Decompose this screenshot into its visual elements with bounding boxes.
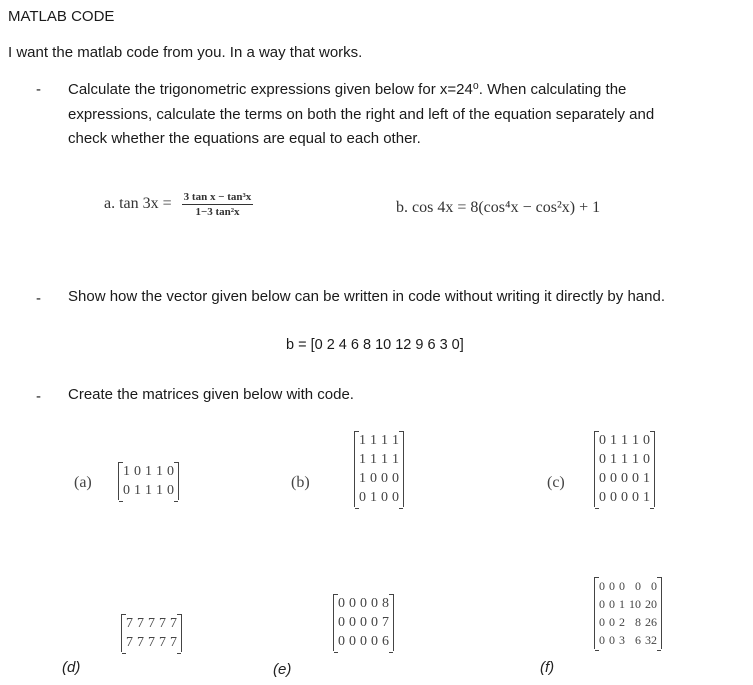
matrix-cell: 0 [338, 596, 345, 611]
matrix-d [121, 614, 182, 652]
matrix-cell: 0 [599, 452, 606, 467]
matrix-cell: 7 [137, 635, 144, 650]
matrix-cell: 1 [359, 433, 366, 448]
matrix-row [357, 469, 401, 488]
matrix-e [333, 594, 394, 651]
matrix-cell: 1 [643, 471, 650, 486]
matrix-cell: 0 [599, 471, 606, 486]
matrix-cell: 0 [349, 634, 356, 649]
matrix-cell: 1 [359, 471, 366, 486]
task-1-line-1: Calculate the trigonometric expressions given below for x=24⁰. When calculating the [68, 81, 627, 98]
matrix-cell: 0 [381, 490, 388, 505]
matrix-cell: 7 [137, 616, 144, 631]
matrix-cell: 0 [635, 579, 641, 593]
task-1-line-3: check whether the equations are equal to each other. [68, 130, 421, 147]
matrix-cell: 1 [156, 483, 163, 498]
matrix-cell: 1 [156, 464, 163, 479]
matrix-cell: 0 [599, 597, 605, 611]
task-1-line-2: expressions, calculate the terms on both the right and left of the equation separately and [68, 105, 655, 123]
matrix-cell: 0 [643, 452, 650, 467]
matrix-cell: 7 [126, 616, 133, 631]
matrix-row [597, 450, 652, 469]
matrix-cell: 7 [126, 635, 133, 650]
matrix-cell: 0 [371, 634, 378, 649]
matrix-cell: 0 [599, 433, 606, 448]
matrix-row [336, 632, 391, 651]
matrix-row [357, 450, 401, 469]
matrix-row [336, 594, 391, 613]
matrix-f-label: (f) [540, 659, 555, 676]
matrix-cell: 0 [349, 596, 356, 611]
matrix-cell: 1 [381, 433, 388, 448]
matrix-cell: 10 [629, 597, 641, 611]
matrix-row [597, 595, 659, 613]
matrix-cell: 8 [382, 596, 389, 611]
task-1-text [68, 78, 654, 152]
matrix-cell: 7 [159, 616, 166, 631]
matrix-cell: 1 [392, 452, 399, 467]
matrix-cell: 0 [371, 615, 378, 630]
matrix-cell: 0 [167, 483, 174, 498]
matrix-cell: 3 [619, 633, 625, 647]
matrix-cell: 1 [123, 464, 130, 479]
matrix-cell: 7 [170, 635, 177, 650]
matrix-cell: 0 [167, 464, 174, 479]
matrix-cell: 20 [645, 597, 657, 611]
equation-b: b. cos 4x = 8(cos⁴x − cos²x) + 1 [396, 199, 601, 216]
matrix-f [594, 577, 662, 649]
matrix-cell: 32 [645, 633, 657, 647]
matrix-cell: 7 [159, 635, 166, 650]
matrix-cell: 1 [621, 433, 628, 448]
matrix-cell: 1 [632, 433, 639, 448]
matrix-cell: 1 [370, 452, 377, 467]
matrix-cell: 1 [610, 452, 617, 467]
equation-a [104, 191, 253, 218]
matrix-cell: 0 [643, 433, 650, 448]
matrix-cell: 1 [619, 597, 625, 611]
matrix-row [597, 577, 659, 595]
matrix-cell: 0 [609, 597, 615, 611]
matrix-row [357, 488, 401, 507]
matrix-cell: 0 [599, 615, 605, 629]
matrix-cell: 0 [609, 579, 615, 593]
matrix-cell: 0 [381, 471, 388, 486]
matrix-cell: 0 [359, 490, 366, 505]
matrix-d-label: (d) [62, 659, 81, 676]
matrix-a [118, 462, 179, 500]
matrix-cell: 6 [382, 634, 389, 649]
matrix-cell: 0 [599, 579, 605, 593]
matrix-cell: 0 [360, 634, 367, 649]
matrix-cell: 0 [371, 596, 378, 611]
matrix-cell: 0 [123, 483, 130, 498]
matrix-row [336, 613, 391, 632]
matrix-row [124, 633, 179, 652]
matrix-cell: 0 [349, 615, 356, 630]
matrix-cell: 1 [381, 452, 388, 467]
matrix-b-label: (b) [291, 474, 310, 491]
matrix-cell: 0 [599, 633, 605, 647]
matrix-row [121, 462, 176, 481]
equation-a-denominator: 1−3 tan²x [195, 206, 240, 218]
matrix-cell: 1 [370, 490, 377, 505]
matrix-row [597, 613, 659, 631]
equation-a-lhs: a. tan 3x = [104, 195, 172, 213]
matrix-row [121, 481, 176, 500]
matrix-cell: 0 [651, 579, 657, 593]
matrix-c-label: (c) [547, 474, 565, 491]
matrix-cell: 0 [392, 471, 399, 486]
matrix-cell: 7 [148, 616, 155, 631]
matrix-cell: 0 [619, 579, 625, 593]
matrix-cell: 1 [145, 483, 152, 498]
matrix-cell: 1 [621, 452, 628, 467]
matrix-row [597, 488, 652, 507]
matrix-row [597, 431, 652, 450]
matrix-b [354, 431, 404, 507]
matrix-cell: 6 [635, 633, 641, 647]
intro-text: I want the matlab code from you. In a way that works. [8, 44, 363, 61]
matrix-cell: 0 [621, 471, 628, 486]
matrix-cell: 1 [134, 483, 141, 498]
matrix-cell: 0 [609, 615, 615, 629]
equation-a-numerator: 3 tan x − tan³x [183, 191, 252, 203]
bullet-dash: - [36, 290, 41, 307]
matrix-cell: 0 [610, 490, 617, 505]
bullet-dash: - [36, 388, 41, 405]
matrix-cell: 1 [632, 452, 639, 467]
matrix-cell: 0 [392, 490, 399, 505]
matrix-row [597, 469, 652, 488]
matrix-cell: 8 [635, 615, 641, 629]
matrix-cell: 0 [338, 634, 345, 649]
matrix-cell: 0 [610, 471, 617, 486]
matrix-cell: 0 [599, 490, 606, 505]
matrix-cell: 1 [392, 433, 399, 448]
matrix-cell: 1 [359, 452, 366, 467]
matrix-cell: 7 [148, 635, 155, 650]
matrix-cell: 0 [370, 471, 377, 486]
matrix-cell: 2 [619, 615, 625, 629]
matrix-cell: 1 [370, 433, 377, 448]
matrix-row [597, 631, 659, 649]
matrix-cell: 0 [632, 490, 639, 505]
equation-a-fraction [182, 191, 254, 218]
matrix-a-label: (a) [74, 474, 92, 491]
page-title: MATLAB CODE [8, 8, 115, 25]
matrix-row [357, 431, 401, 450]
vector-b: b = [0 2 4 6 8 10 12 9 6 3 0] [286, 337, 464, 353]
matrix-cell: 0 [621, 490, 628, 505]
matrix-cell: 26 [645, 615, 657, 629]
matrix-cell: 7 [170, 616, 177, 631]
matrix-cell: 1 [145, 464, 152, 479]
matrix-cell: 0 [360, 596, 367, 611]
matrix-cell: 0 [134, 464, 141, 479]
matrix-c [594, 431, 655, 507]
task-2-text: Show how the vector given below can be written in code without writing it directly by hand. [68, 288, 665, 305]
matrix-cell: 0 [609, 633, 615, 647]
matrix-cell: 1 [610, 433, 617, 448]
bullet-dash: - [36, 81, 41, 98]
matrix-cell: 0 [632, 471, 639, 486]
matrix-cell: 0 [360, 615, 367, 630]
matrix-e-label: (e) [273, 661, 292, 678]
matrix-cell: 1 [643, 490, 650, 505]
task-3-text: Create the matrices given below with code. [68, 386, 354, 403]
matrix-cell: 0 [338, 615, 345, 630]
matrix-cell: 7 [382, 615, 389, 630]
matrix-row [124, 614, 179, 633]
